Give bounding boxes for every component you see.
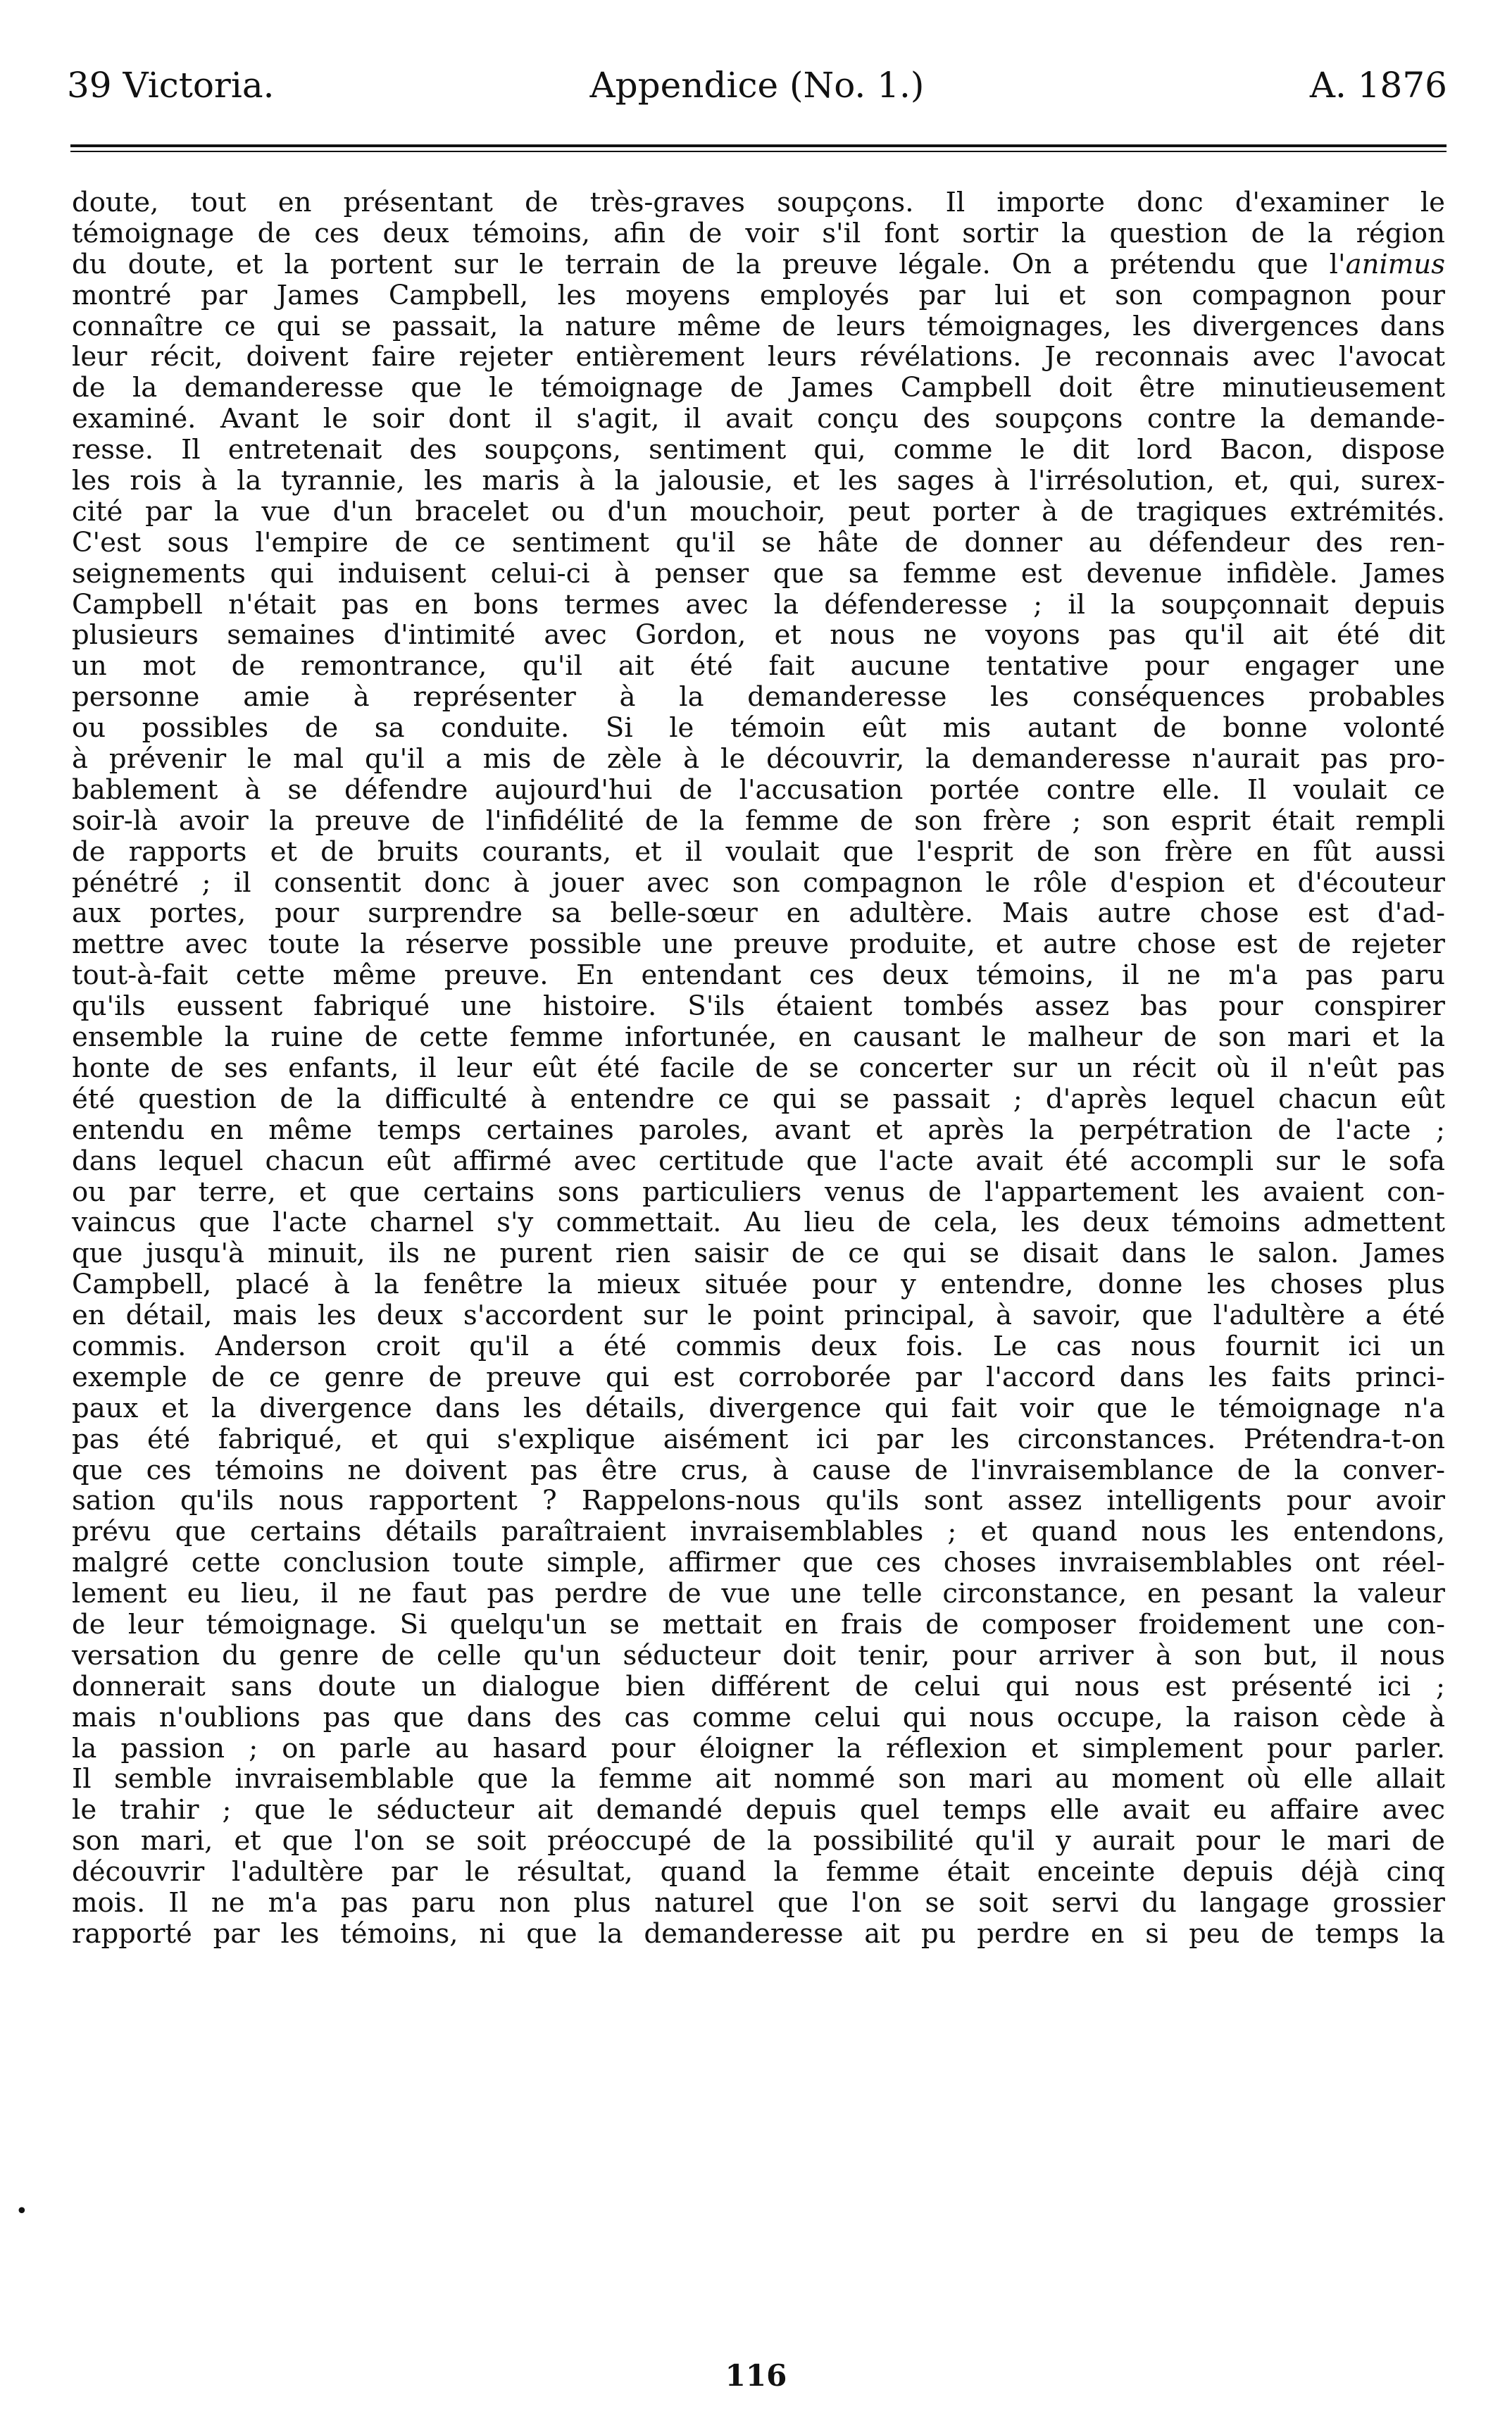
- text-line: vaincus que l'acte charnel s'y commettait. Au lieu de cela, les deux témoins admettent: [72, 1207, 1445, 1239]
- text-line: prévu que certains détails paraîtraient invraisemblables ; et quand nous les entendons,: [72, 1516, 1445, 1548]
- text-line: bablement à se défendre aujourd'hui de l'accusation portée contre elle. Il voulait ce: [72, 773, 1445, 806]
- text-line: exemple de ce genre de preuve qui est corroborée par l'accord dans les faits princi-: [72, 1361, 1445, 1393]
- text-line: paux et la divergence dans les détails, divergence qui fait voir que le témoignage n'a: [72, 1392, 1445, 1424]
- text-line: montré par James Campbell, les moyens employés par lui et son compagnon pour: [72, 279, 1445, 311]
- text-line: personne amie à représenter à la demanderesse les conséquences probables: [72, 681, 1445, 714]
- italic-term: animus: [1345, 248, 1445, 280]
- text-line: donnerait sans doute un dialogue bien différent de celui qui nous est présenté ici ;: [72, 1670, 1445, 1702]
- text-line: commis. Anderson croit qu'il a été commis deux fois. Le cas nous fournit ici un: [72, 1330, 1445, 1362]
- header-session: 39 Victoria.: [67, 65, 275, 106]
- text-line: qu'ils eussent fabriqué une histoire. S'ils étaient tombés assez bas pour conspirer: [72, 990, 1445, 1023]
- text-line: tout-à-fait cette même preuve. En entendant ces deux témoins, il ne m'a pas paru: [72, 959, 1445, 992]
- text-line: connaître ce qui se passait, la nature même de leurs témoignages, les divergences dans: [72, 310, 1445, 342]
- text-line: plusieurs semaines d'intimité avec Gordon, et nous ne voyons pas qu'il ait été dit: [72, 619, 1445, 652]
- text-line: resse. Il entretenait des soupçons, sentiment qui, comme le dit lord Bacon, dispose: [72, 434, 1445, 466]
- text-line: lement eu lieu, il ne faut pas perdre de vue une telle circonstance, en pesant la valeur: [72, 1578, 1445, 1610]
- text-line: Campbell, placé à la fenêtre la mieux située pour y entendre, donne les choses plus: [72, 1269, 1445, 1301]
- text-line: examiné. Avant le soir dont il s'agit, il avait conçu des soupçons contre la demande-: [72, 403, 1445, 435]
- text-line: ou possibles de sa conduite. Si le témoin eût mis autant de bonne volonté: [72, 712, 1445, 745]
- text-line: que jusqu'à minuit, ils ne purent rien saisir de ce qui se disait dans le salon. James: [72, 1238, 1445, 1270]
- text-line: en détail, mais les deux s'accordent sur le point principal, à savoir, que l'adultère a été: [72, 1300, 1445, 1332]
- page-number: 116: [725, 2358, 787, 2393]
- text-line: honte de ses enfants, il leur eût été facile de se concerter sur un récit où il n'eût pas: [72, 1052, 1445, 1084]
- text-line: le trahir ; que le séducteur ait demandé depuis quel temps elle avait eu affaire avec: [72, 1794, 1445, 1826]
- text-line: de rapports et de bruits courants, et il voulait que l'esprit de son frère en fût aussi: [72, 835, 1445, 868]
- text-line: ensemble la ruine de cette femme infortunée, en causant le malheur de son mari et la: [72, 1021, 1445, 1054]
- text-line: la passion ; on parle au hasard pour éloigner la réflexion et simplement pour parler.: [72, 1732, 1445, 1764]
- text-line: mettre avec toute la réserve possible une preuve produite, et autre chose est de rejeter: [72, 928, 1445, 961]
- text-line: aux portes, pour surprendre sa belle-sœur en adultère. Mais autre chose est d'ad-: [72, 897, 1445, 930]
- text-line: doute, tout en présentant de très-graves soupçons. Il importe donc d'examiner le: [72, 187, 1445, 218]
- text-line: témoignage de ces deux témoins, afin de voir s'il font sortir la question de la région: [72, 217, 1445, 249]
- body-text: [72, 187, 1445, 1950]
- text-line: cité par la vue d'un bracelet ou d'un mouchoir, peut porter à de tragiques extrémités.: [72, 495, 1445, 528]
- text-line: rapporté par les témoins, ni que la demanderesse ait pu perdre en si peu de temps la: [72, 1917, 1445, 1950]
- text-line: versation du genre de celle qu'un séducteur doit tenir, pour arriver à son but, il nous: [72, 1639, 1445, 1671]
- text-line: de la demanderesse que le témoignage de James Campbell doit être minutieusement: [72, 372, 1445, 404]
- text-line: du doute, et la portent sur le terrain de la preuve légale. On a prétendu que l'animus: [72, 248, 1445, 280]
- header-appendix: Appendice (No. 1.): [589, 65, 925, 106]
- text-line: seignements qui induisent celui-ci à penser que sa femme est devenue infidèle. James: [72, 557, 1445, 590]
- header-rule-thick: [70, 144, 1447, 147]
- text-line: pénétré ; il consentit donc à jouer avec son compagnon le rôle d'espion et d'écouteur: [72, 866, 1445, 899]
- text-line: leur récit, doivent faire rejeter entièrement leurs révélations. Je reconnais avec l'avocat: [72, 341, 1445, 373]
- text-line: été question de la difficulté à entendre ce qui se passait ; d'après lequel chacun eût: [72, 1083, 1445, 1115]
- text-line: malgré cette conclusion toute simple, affirmer que ces choses invraisemblables ont réel-: [72, 1547, 1445, 1579]
- text-line: dans lequel chacun eût affirmé avec certitude que l'acte avait été accompli sur le sofa: [72, 1145, 1445, 1177]
- text-line: soir-là avoir la preuve de l'infidélité de la femme de son frère ; son esprit était rempli: [72, 804, 1445, 837]
- text-line: que ces témoins ne doivent pas être crus, à cause de l'invraisemblance de la conver-: [72, 1454, 1445, 1486]
- text-line: entendu en même temps certaines paroles, avant et après la perpétration de l'acte ;: [72, 1114, 1445, 1146]
- text-line: C'est sous l'empire de ce sentiment qu'il se hâte de donner au défendeur des ren-: [72, 526, 1445, 559]
- text-line: pas été fabriqué, et qui s'explique aisément ici par les circonstances. Prétendra-t-on: [72, 1423, 1445, 1455]
- text-line: mois. Il ne m'a pas paru non plus naturel que l'on se soit servi du langage grossier: [72, 1886, 1445, 1919]
- margin-mark: •: [15, 2199, 28, 2224]
- text-line: mais n'oublions pas que dans des cas comme celui qui nous occupe, la raison cède à: [72, 1701, 1445, 1733]
- text-line: sation qu'ils nous rapportent ? Rappelons-nous qu'ils sont assez intelligents pour avoir: [72, 1485, 1445, 1517]
- text-line: à prévenir le mal qu'il a mis de zèle à le découvrir, la demanderesse n'aurait pas pro-: [72, 743, 1445, 776]
- text-line: de leur témoignage. Si quelqu'un se mettait en frais de composer froidement une con-: [72, 1608, 1445, 1641]
- text-line: Il semble invraisemblable que la femme ait nommé son mari au moment où elle allait: [72, 1763, 1445, 1795]
- text-line: Campbell n'était pas en bons termes avec la défenderesse ; il la soupçonnait depuis: [72, 588, 1445, 621]
- running-header: [67, 61, 1447, 110]
- text-line: ou par terre, et que certains sons particuliers venus de l'appartement les avaient con-: [72, 1176, 1445, 1208]
- header-year: A. 1876: [1309, 65, 1447, 106]
- text-line: découvrir l'adultère par le résultat, quand la femme était enceinte depuis déjà cinq: [72, 1856, 1445, 1888]
- header-rule-thin: [70, 151, 1447, 152]
- text-line: un mot de remontrance, qu'il ait été fait aucune tentative pour engager une: [72, 650, 1445, 683]
- text-line: son mari, et que l'on se soit préoccupé de la possibilité qu'il y aurait pour le mari de: [72, 1825, 1445, 1857]
- text-line: les rois à la tyrannie, les maris à la jalousie, et les sages à l'irrésolution, et, qui, surex-: [72, 465, 1445, 497]
